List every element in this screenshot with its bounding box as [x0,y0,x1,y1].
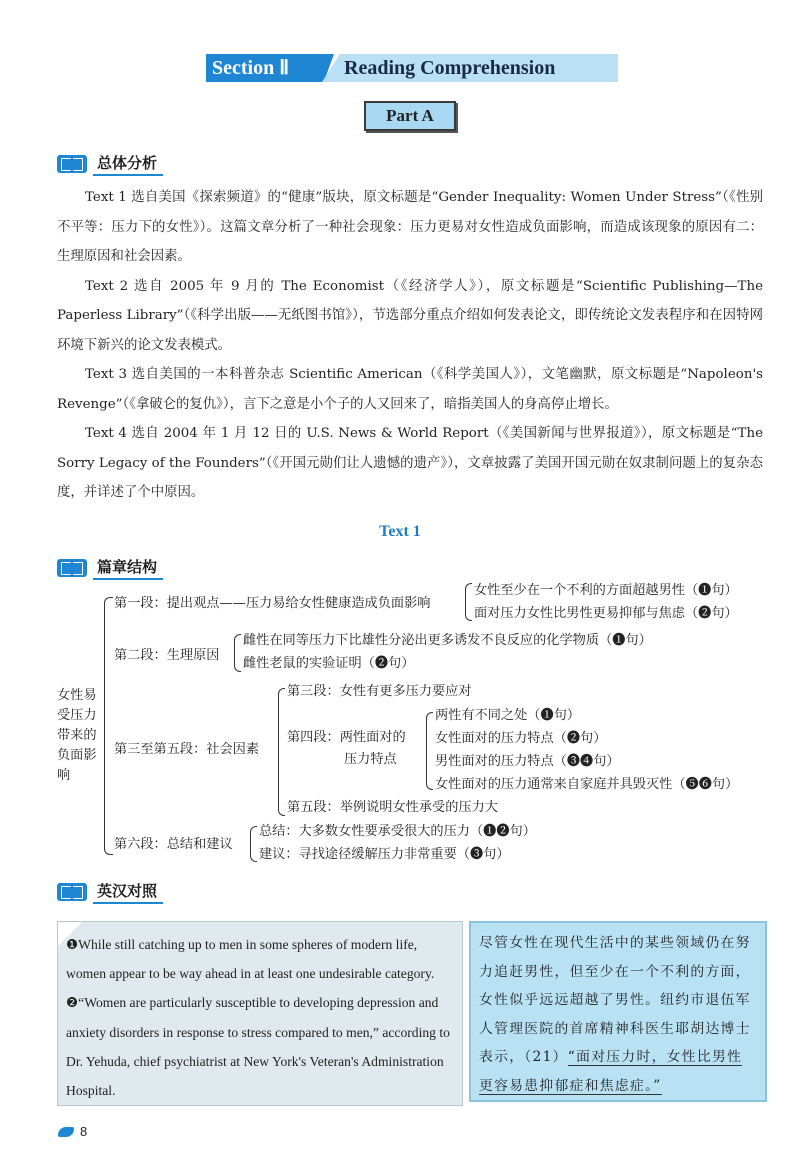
tree-brace [104,597,113,855]
english-box [57,921,463,1106]
overview-heading [57,153,163,175]
tree-leaf: 男性面对的压力特点（❸❹句） [435,754,620,769]
chinese-text [479,929,757,1100]
structure-heading-text: 篇章结构 [93,556,163,580]
tree-node-p1: 第一段：提出观点——压力易给女性健康造成负面影响 [114,596,431,611]
overview-paragraph: Text 2 选自 2005 年 9 月的 The Economist（《经济学人》），原文标题是“Scientific Publishing—The Paperless Library”（《科学出版——无纸图书馆》），节选部分重点介绍如何发表论文，即传统论文发表程序和在因特网环境下新兴的论文发表模式。 [57,278,763,353]
page-leaf-icon [58,1127,74,1137]
tree-leaf: 第五段：举例说明女性承受的压力大 [287,800,498,815]
tree-leaf: 女性面对的压力通常来自家庭并具毁灭性（❺❻句） [435,777,739,792]
tree-node-p3: 第三至第五段：社会因素 [114,742,260,757]
translation-heading-text: 英汉对照 [93,880,163,904]
page-number: 8 [80,1124,88,1139]
chinese-box [469,921,767,1102]
tree-brace [278,688,285,816]
section-title: Reading Comprehension [344,57,556,79]
overview-heading-text: 总体分析 [93,152,163,176]
tree-brace [426,712,433,790]
tree-leaf: 压力特点 [344,752,397,767]
english-text: ❶While still catching up to men in some spheres of modern life, women appear to be way ahead in at least one undesirable category. ❷“Women are particularly susceptible to developing depression and anxiety disorders in response to stress compared to men,” according to Dr. Yehuda, chief psychiatrist at New York's Veteran's Administration Hospital. [66,937,450,1099]
tree-leaf: 面对压力女性比男性更易抑郁与焦虑（❷句） [474,606,738,621]
text1-title: Text 1 [379,523,421,540]
tree-leaf: 雌性老鼠的实验证明（❷句） [243,656,415,671]
tree-leaf: 第四段：两性面对的 [287,730,406,745]
tree-leaf: 建议：寻找途径缓解压力非常重要（❸句） [259,847,510,862]
tree-leaf: 女性至少在一个不利的方面超越男性（❶句） [474,583,738,598]
section-banner [198,52,622,84]
structure-heading [57,557,163,579]
tree-leaf: 女性面对的压力特点（❷句） [435,731,607,746]
overview-paragraph: Text 3 选自美国的一本科普杂志 Scientific American（《科学美国人》），文笔幽默，原文标题是“Napoleon's Revenge”（《拿破仑的复仇》），言下之意是小个子的人又回来了，暗指美国人的身高停止增长。 [57,367,763,412]
book-icon [57,559,87,577]
tree-brace [234,634,241,672]
overview-paragraph: Text 1 选自美国《探索频道》的“健康”版块，原文标题是“Gender Inequality: Women Under Stress”（《性别不平等：压力下的女性》）。这篇文章分析了一种社会现象：压力更易对女性造成负面影响，而造成该现象的原因有二：生理原因和社会因素。 [57,190,763,264]
tree-brace [465,583,472,621]
tree-node-p2: 第二段：生理原因 [114,648,220,663]
chinese-text-underlined: “面对压力时，女性比男性更容易患抑郁症和焦虑症。” [479,1049,743,1094]
book-icon [57,155,87,173]
page-footer [58,1124,87,1139]
overview-paragraph: Text 4 选自 2004 年 1 月 12 日的 U.S. News & World Report（《美国新闻与世界报道》），原文标题是“The Sorry Legacy of the Founders”（《开国元勋们让人遗憾的遗产》），文章披露了美国开国元勋在奴隶制问题上的复杂态度，并详述了个中原因。 [57,426,763,500]
tree-leaf: 雌性在同等压力下比雄性分泌出更多诱发不良反应的化学物质（❶句） [243,633,652,648]
translation-heading [57,881,163,903]
tree-node-p4: 第六段：总结和建议 [114,837,233,852]
overview-paragraphs [57,183,763,508]
part-label: Part A [364,101,456,131]
tree-leaf: 总结：大多数女性要承受很大的压力（❶❷句） [259,824,536,839]
tree-root: 女性易受压力带来的负面影响 [57,688,97,783]
chinese-text-a: 尽管女性在现代生活中的某些领域仍在努力追赶男性，但至少在一个不利的方面，女性似乎远远超越了男性。纽约市退伍军人管理医院的首席精神科医生耶胡达博士表示，（21） [479,935,751,1065]
tree-brace [250,826,257,862]
tree-leaf: 两性有不同之处（❶句） [435,708,581,723]
section-label: Section Ⅱ [212,57,290,79]
tree-leaf: 第三段：女性有更多压力要应对 [287,684,472,699]
book-icon [57,883,87,901]
